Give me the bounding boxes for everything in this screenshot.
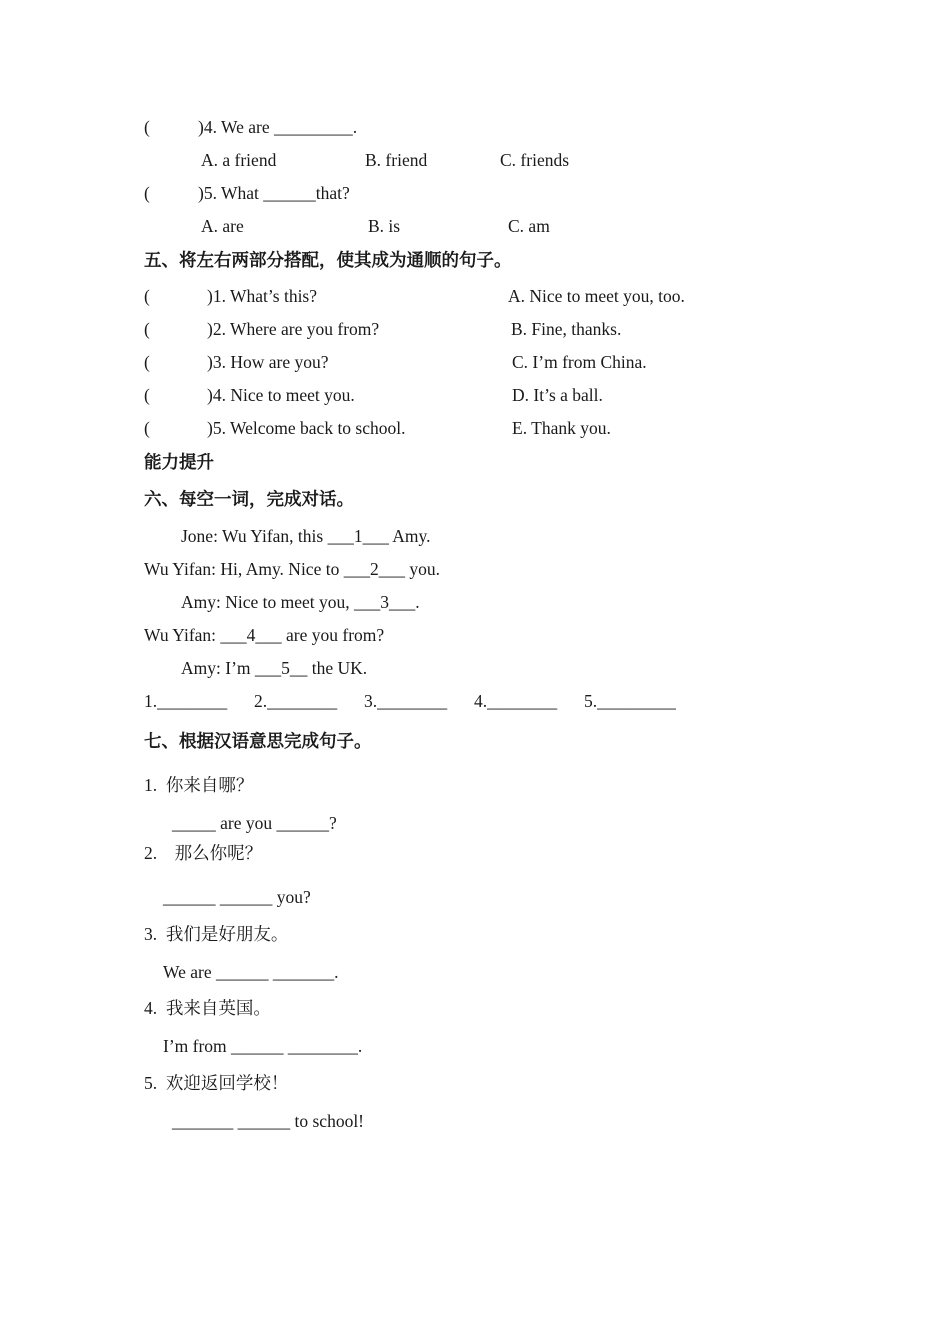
q5-stem: )5. What ______that? (198, 183, 350, 203)
match-row-5-right: E. Thank you. (512, 418, 611, 438)
translate-item-1-en: _____ are you ______? (172, 813, 337, 833)
q5-option-c: C. am (508, 216, 550, 236)
answer-blank-5: 5._________ (584, 691, 676, 711)
q5-option-b: B. is (368, 216, 401, 236)
translate-item-4-en: I’m from ______ ________. (163, 1036, 363, 1056)
section-6-heading: 六、每空一词，完成对话。 (144, 490, 354, 510)
dialog-line-3: Amy: Nice to meet you, ___3___. (181, 592, 420, 612)
dialog-line-5: Amy: I’m ___5__ the UK. (181, 658, 368, 678)
q4-paren: ( (144, 117, 150, 137)
q4-option-a: A. a friend (201, 150, 277, 170)
match-row-1-right: A. Nice to meet you, too. (508, 286, 685, 306)
q4-stem: )4. We are _________. (198, 117, 358, 137)
answer-blank-4: 4.________ (474, 691, 558, 711)
translate-item-3-en: We are ______ _______. (163, 962, 339, 982)
ability-heading: 能力提升 (144, 453, 214, 473)
match-row-2-right: B. Fine, thanks. (511, 319, 622, 339)
section-7-heading: 七、根据汉语意思完成句子。 (144, 732, 372, 752)
match-row-2-left: )2. Where are you from? (207, 319, 380, 339)
match-row-1-paren: ( (144, 286, 150, 306)
dialog-line-4: Wu Yifan: ___4___ are you from? (144, 625, 385, 645)
answer-blank-2: 2.________ (254, 691, 338, 711)
translate-item-3-cn: 3. 我们是好朋友。 (144, 924, 289, 944)
translate-item-2-en: ______ ______ you? (163, 887, 311, 907)
match-row-1-left: )1. What’s this? (207, 286, 318, 306)
match-row-5-left: )5. Welcome back to school. (207, 418, 406, 438)
match-row-4-paren: ( (144, 385, 150, 405)
match-row-4-left: )4. Nice to meet you. (207, 385, 355, 405)
match-row-3-paren: ( (144, 352, 150, 372)
translate-item-5-en: _______ ______ to school! (172, 1111, 365, 1131)
translate-item-4-cn: 4. 我来自英国。 (144, 998, 271, 1018)
dialog-line-1: Jone: Wu Yifan, this ___1___ Amy. (181, 526, 431, 546)
q5-paren: ( (144, 183, 150, 203)
q4-option-c: C. friends (500, 150, 570, 170)
match-row-5-paren: ( (144, 418, 150, 438)
section-5-heading: 五、将左右两部分搭配，使其成为通顺的句子。 (144, 251, 512, 271)
q5-option-a: A. are (201, 216, 244, 236)
match-row-3-left: )3. How are you? (207, 352, 329, 372)
dialog-line-2: Wu Yifan: Hi, Amy. Nice to ___2___ you. (144, 559, 440, 579)
translate-item-1-cn: 1. 你来自哪？ (144, 775, 254, 795)
answer-blank-3: 3.________ (364, 691, 448, 711)
match-row-4-right: D. It’s a ball. (512, 385, 603, 405)
translate-item-5-cn: 5. 欢迎返回学校！ (144, 1073, 289, 1093)
translate-item-2-cn: 2. 那么你呢？ (144, 843, 263, 863)
q4-option-b: B. friend (365, 150, 428, 170)
match-row-2-paren: ( (144, 319, 150, 339)
answer-blank-1: 1.________ (144, 691, 228, 711)
match-row-3-right: C. I’m from China. (512, 352, 647, 372)
